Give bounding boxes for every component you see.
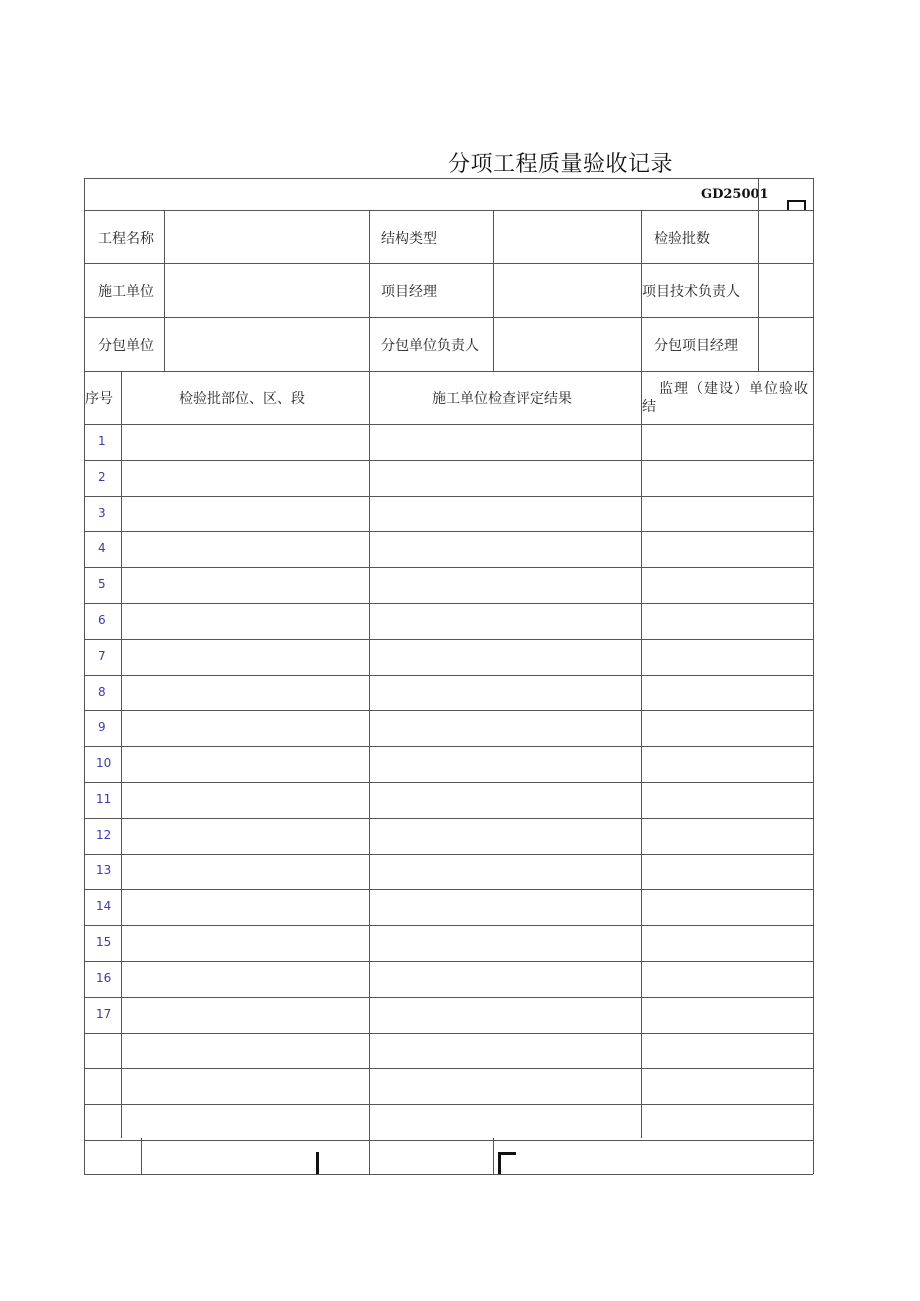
row-divider (84, 746, 813, 747)
header-divider-1 (164, 210, 165, 371)
row-divider (84, 675, 813, 676)
contractor-label: 施工单位 (98, 284, 154, 300)
row-divider (84, 460, 813, 461)
row-number: 8 (98, 685, 106, 699)
column-header-line (84, 424, 813, 425)
subcontractor-lead-label: 分包单位负责人 (381, 338, 479, 354)
form-code: GD25001 (701, 187, 769, 202)
body-divider-1 (121, 371, 122, 1138)
code-divider (758, 178, 759, 210)
row-divider (84, 961, 813, 962)
row-number: 11 (96, 792, 112, 806)
scan-mark-right-horizontal (498, 1152, 516, 1155)
row-number: 17 (96, 1007, 112, 1021)
subcontract-pm-label: 分包项目经理 (654, 338, 738, 354)
scan-mark-left (316, 1152, 319, 1174)
col-header-supervisor-result: 监理（建设）单位验收结 (642, 381, 809, 415)
header-line-1 (84, 210, 813, 211)
form-border-bottom (84, 1174, 813, 1175)
footer-divider-2 (493, 1138, 494, 1174)
footer-divider-1 (141, 1138, 142, 1174)
row-divider (84, 889, 813, 890)
row-divider (84, 818, 813, 819)
row-divider (84, 997, 813, 998)
header-line-2 (84, 263, 813, 264)
row-divider (84, 1033, 813, 1034)
row-divider (84, 603, 813, 604)
header-line-4 (84, 371, 813, 372)
scan-mark-right-vertical (498, 1152, 501, 1174)
col-header-seq: 序号 (85, 391, 113, 407)
row-number: 12 (96, 828, 112, 842)
subcontractor-label: 分包单位 (98, 338, 154, 354)
header-divider-5 (758, 210, 759, 371)
row-number: 9 (98, 720, 106, 734)
row-divider (84, 1068, 813, 1069)
form-border-left (84, 178, 85, 1174)
row-number: 6 (98, 613, 106, 627)
form-border-top (84, 178, 813, 179)
project-manager-label: 项目经理 (381, 284, 437, 300)
header-divider-2 (369, 210, 370, 371)
row-divider (84, 567, 813, 568)
row-number: 10 (96, 756, 112, 770)
row-number: 15 (96, 935, 112, 949)
row-divider (84, 639, 813, 640)
body-divider-2 (369, 371, 370, 1174)
header-line-3 (84, 317, 813, 318)
row-number: 5 (98, 577, 106, 591)
row-divider (84, 782, 813, 783)
col-header-location: 检验批部位、区、段 (179, 391, 305, 407)
row-divider (84, 496, 813, 497)
row-divider (84, 1140, 813, 1141)
row-divider (84, 854, 813, 855)
structure-type-label: 结构类型 (381, 231, 437, 247)
col-header-contractor-result: 施工单位检查评定结果 (432, 391, 572, 407)
form-border-right (813, 178, 814, 1174)
row-divider (84, 531, 813, 532)
row-divider (84, 925, 813, 926)
row-number: 4 (98, 541, 106, 555)
row-number: 1 (98, 434, 106, 448)
row-divider (84, 1104, 813, 1105)
project-name-label: 工程名称 (98, 231, 154, 247)
header-divider-3 (493, 210, 494, 371)
body-divider-3 (641, 371, 642, 1138)
row-number: 7 (98, 649, 106, 663)
acceptance-form (84, 178, 813, 1174)
row-number: 13 (96, 863, 112, 877)
inspection-batch-count-label: 检验批数 (654, 231, 710, 247)
row-number: 14 (96, 899, 112, 913)
row-number: 3 (98, 506, 106, 520)
page-title: 分项工程质量验收记录 (448, 152, 674, 177)
row-number: 16 (96, 971, 112, 985)
scan-mark-top-right (787, 200, 806, 210)
row-divider (84, 710, 813, 711)
row-number: 2 (98, 470, 106, 484)
technical-lead-label: 项目技术负责人 (642, 284, 740, 300)
